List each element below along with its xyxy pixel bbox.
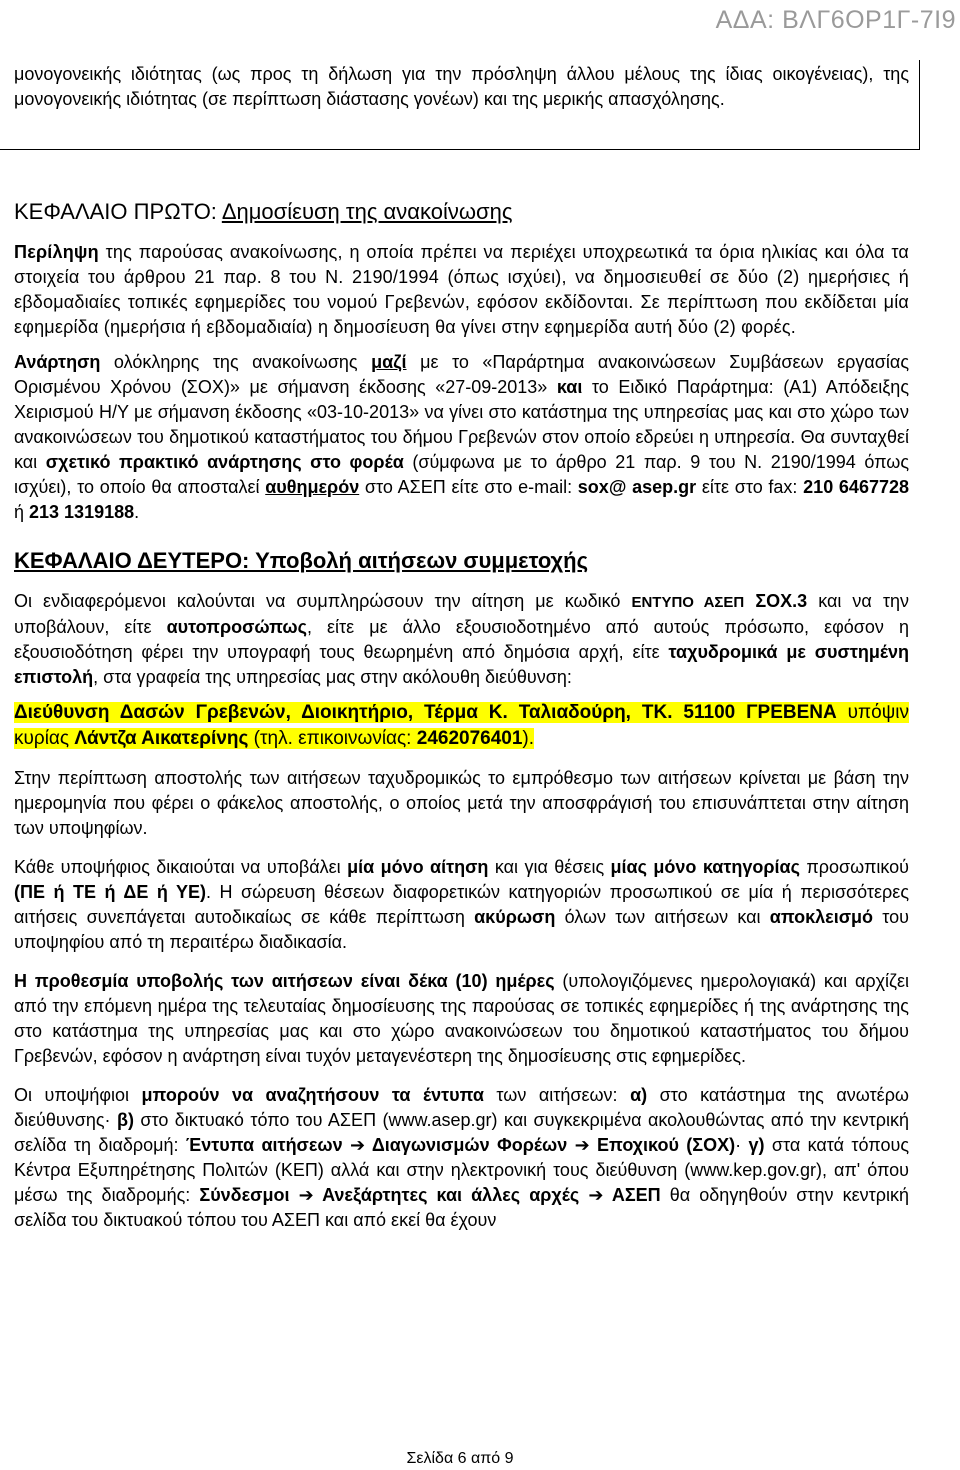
addr-phone: 2462076401 — [416, 728, 523, 749]
page-number: Σελίδα 6 από 9 — [406, 1450, 514, 1467]
single-s3: και για θέσεις — [488, 857, 611, 877]
forms-paragraph — [14, 1083, 909, 1233]
chapter-one-prefix: ΚΕΦΑΛΑΙΟ ΠΡΩΤΟ: — [14, 199, 222, 224]
app-s7: , είτε με άλλο εξουσιοδοτημένο από αυτούς πρόσωπο, εφόσον η εξουσιοδότηση φέρει την υπογραφή τους θεωρημένη από δημόσια αρχή, είτε — [14, 617, 909, 662]
deadline-paragraph — [14, 969, 909, 1069]
posting-s5: και — [556, 377, 583, 397]
deadline-s1: Η προθεσμία υποβολής των αιτήσεων είναι δέκα (10) ημέρες — [14, 971, 555, 991]
forms-s8: Έντυπα αιτήσεων — [185, 1135, 343, 1155]
posting-fax-2: 213 1319188 — [29, 502, 135, 522]
forms-s10: Εποχικού (ΣΟΧ) — [597, 1135, 736, 1155]
forms-s14: Σύνδεσμοι — [199, 1185, 290, 1205]
forms-s4: α) — [630, 1085, 648, 1105]
single-application-paragraph — [14, 855, 909, 955]
single-s5: προσωπικού — [799, 857, 910, 877]
posting-email[interactable]: sox@ asep.gr — [577, 477, 697, 497]
posting-s10: στο ΑΣΕΠ είτε στο e-mail: — [359, 477, 578, 497]
addr-s4: (τηλ. επικοινωνίας: — [248, 728, 417, 749]
posting-s12: είτε στο fax: — [696, 477, 804, 497]
forms-s12: γ) — [748, 1135, 765, 1155]
app-s9: , στα γραφεία της υπηρεσίας μας στην ακόλουθη διεύθυνση: — [93, 667, 572, 687]
app-s4: ΣΟΧ.3 — [755, 591, 808, 611]
app-s1: Οι ενδιαφερόμενοι καλούνται να συμπληρώσουν την αίτηση με κωδικό — [14, 591, 632, 611]
forms-s17: θα οδηγηθούν στην κεντρική σελίδα του δικτυακού τόπου του ΑΣΕΠ και από εκεί θα έχουν — [14, 1185, 909, 1230]
arrow-right-icon: ➔ — [342, 1135, 372, 1155]
posting-s9: αυθημερόν — [265, 477, 360, 497]
chapter-one-title — [14, 198, 909, 226]
deadline-s2: (υπολογιζόμενες ημερολογιακά) και αρχίζει από την επόμενη ημέρα της τελευταίας δημοσίευσης της παρούσας σε τοπικές εφημερίδες ή της ανάρτησης της στο κατάστημα της υπηρεσίας μας και στο χώρο ανακοινώσεων του δημοτικού καταστήματος του δήμου Γρεβενών, εφόσον η ανάρτηση είναι τυχόν μεταγενέστερη της δημοσίευσης στις εφημερίδες. — [14, 971, 909, 1066]
posting-s7: σχετικό πρακτικό ανάρτησης στο φορέα — [45, 452, 404, 472]
single-s7: . Η σώρευση θέσεων διαφορετικών κατηγοριών προσωπικού σε μία ή περισσότερες αιτήσεις συνεπάγεται αυτοδικαίως σε κάθε περίπτωση — [14, 882, 909, 927]
posting-paragraph — [14, 350, 909, 525]
addr-s1: Διεύθυνση Δασών Γρεβενών, Διοικητήριο, Τέρμα Κ. Ταλιαδούρη, ΤΚ. 51100 ΓΡΕΒΕΝΑ — [14, 702, 837, 723]
arrow-right-icon: ➔ — [579, 1185, 612, 1205]
posting-s6: το Ειδικό Παράρτημα: (Α1) Απόδειξης Χειρισμού Η/Υ με σήμανση έκδοσης «03-10-2013» να γίνει στο κατάστημα της υπηρεσίας μας και στο χώρο των ανακοινώσεων του δημοτικού καταστήματος του δήμου Γρεβενών στον οποίο εδρεύει η υπηρεσία. Θα συνταχθεί και — [14, 377, 909, 472]
posting-s14: ή — [14, 502, 30, 522]
app-s5: και να την υποβάλουν, είτε — [14, 591, 909, 637]
addr-s2: υπόψιν κυρίας — [14, 702, 909, 749]
posting-s2: ολόκληρης της ανακοίνωσης — [100, 352, 372, 372]
app-s6: αυτοπροσώπως — [166, 617, 307, 637]
intro-paragraph: μονογονεικής ιδιότητας (ως προς τη δήλωση για την πρόσληψη άλλου μέλους της ίδιας οικογένειας), της μονογονεικής ιδιότητας (σε περίπτωση διάστασης γονέων) και της μερικής απασχόλησης. — [14, 64, 909, 109]
single-s1: Κάθε υποψήφιος δικαιούται να υποβάλει — [14, 857, 348, 877]
app-s8: ταχυδρομικά με συστημένη επιστολή — [14, 642, 909, 687]
forms-s2: μπορούν να αναζητήσουν τα έντυπα — [141, 1085, 484, 1105]
chapter-two-title-text: ΚΕΦΑΛΑΙΟ ΔΕΥΤΕΡΟ: Υποβολή αιτήσεων συμμετοχής — [14, 548, 589, 573]
chapter-two-title — [14, 547, 909, 575]
forms-s3: των αιτήσεων: — [483, 1085, 631, 1105]
forms-s7: στο δικτυακό τόπο του ΑΣΕΠ (www.asep.gr) και συγκεκριμένα ακολουθώντας από την κεντρική σελίδα τη διαδρομή: — [14, 1110, 909, 1155]
forms-s11: · — [735, 1135, 749, 1155]
application-paragraph — [14, 589, 909, 690]
addr-s6: ). — [522, 728, 535, 749]
single-s9: όλων των αιτήσεων και — [555, 907, 770, 927]
summary-text: της παρούσας ανακοίνωσης, η οποία πρέπει να περιέχει υποχρεωτικά τα όρια ηλικίας και όλα τα στοιχεία του άρθρου 21 παρ. 8 του Ν. 2190/1994 (όπως ισχύει), να δημοσιευθεί σε δύο (2) ημερήσιες ή εβδομαδιαίες τοπικές εφημερίδες του νομού Γρεβενών, εφόσον εκδίδονται. Σε περίπτωση που εκδίδεται μία εφημερίδα (ημερήσια ή εβδομαδιαία) η δημοσίευση θα γίνει στην εφημερίδα αυτή δύο (2) φορές. — [14, 242, 909, 337]
single-s10: αποκλεισμό — [769, 907, 874, 927]
address-paragraph — [14, 700, 909, 752]
postal-paragraph: Στην περίπτωση αποστολής των αιτήσεων ταχυδρομικώς το εμπρόθεσμο των αιτήσεων κρίνεται με βάση την ημερομηνία που φέρει ο φάκελος αποστολής, ο οποίος μετά την αποσφράγισή του επισυνάπτεται στην αίτηση των υποψηφίων. — [14, 768, 909, 838]
posting-s8: (σύμφωνα με το άρθρο 21 παρ. 9 του Ν. 2190/1994 όπως ισχύει), το οποίο θα αποσταλεί — [14, 452, 910, 497]
forms-s6: β) — [116, 1110, 134, 1130]
single-s4: μίας μόνο κατηγορίας — [610, 857, 800, 877]
summary-bold: Περίληψη — [14, 242, 99, 262]
app-s3 — [744, 591, 755, 611]
single-s6: (ΠΕ ή ΤΕ ή ΔΕ ή ΥΕ) — [14, 882, 207, 902]
posting-s1: Ανάρτηση — [14, 352, 101, 372]
posting-s3: μαζί — [371, 352, 407, 372]
posting-s4: με το «Παράρτημα ανακοινώσεων Συμβάσεων εργασίας Ορισμένου Χρόνου (ΣΟΧ)» με σήμανση έκδοσης «27-09-2013» — [14, 352, 909, 397]
forms-s13: στα κατά τόπους Κέντρα Εξυπηρέτησης Πολιτών (ΚΕΠ) αλλά και στην ηλεκτρονική τους διεύθυνση (www.kep.gov.gr), απ' όπου μέσω της διαδρομής: — [14, 1135, 909, 1205]
app-s2: ΕΝΤΥΠΟ ΑΣΕΠ — [631, 594, 745, 611]
posting-fax-1: 210 6467728 — [803, 477, 910, 497]
forms-s5: στο κατάστημα της ανωτέρω διεύθυνσης· — [14, 1085, 909, 1130]
addr-s3: Λάντζα Αικατερίνης — [74, 728, 249, 749]
forms-s9: Διαγωνισμών Φορέων — [371, 1135, 568, 1155]
chapter-one-main: Δημοσίευση της ανακοίνωσης — [221, 199, 513, 224]
arrow-right-icon: ➔ — [567, 1135, 598, 1155]
posting-s16: . — [134, 502, 140, 522]
forms-s16: ΑΣΕΠ — [611, 1185, 661, 1205]
forms-s1: Οι υποψήφιοι — [14, 1085, 142, 1105]
single-s11: του υποψηφίου από τη περαιτέρω διαδικασία. — [14, 907, 909, 952]
single-s2: μία μόνο αίτηση — [347, 857, 489, 877]
single-s8: ακύρωση — [474, 907, 556, 927]
summary-paragraph — [14, 240, 909, 340]
forms-s15: Ανεξάρτητες και άλλες αρχές — [322, 1185, 580, 1205]
document-page — [14, 62, 909, 1233]
arrow-right-icon: ➔ — [289, 1185, 323, 1205]
ada-code: ΑΔΑ: ΒΛΓ6ΟΡ1Γ-7Ι9 — [715, 6, 956, 34]
